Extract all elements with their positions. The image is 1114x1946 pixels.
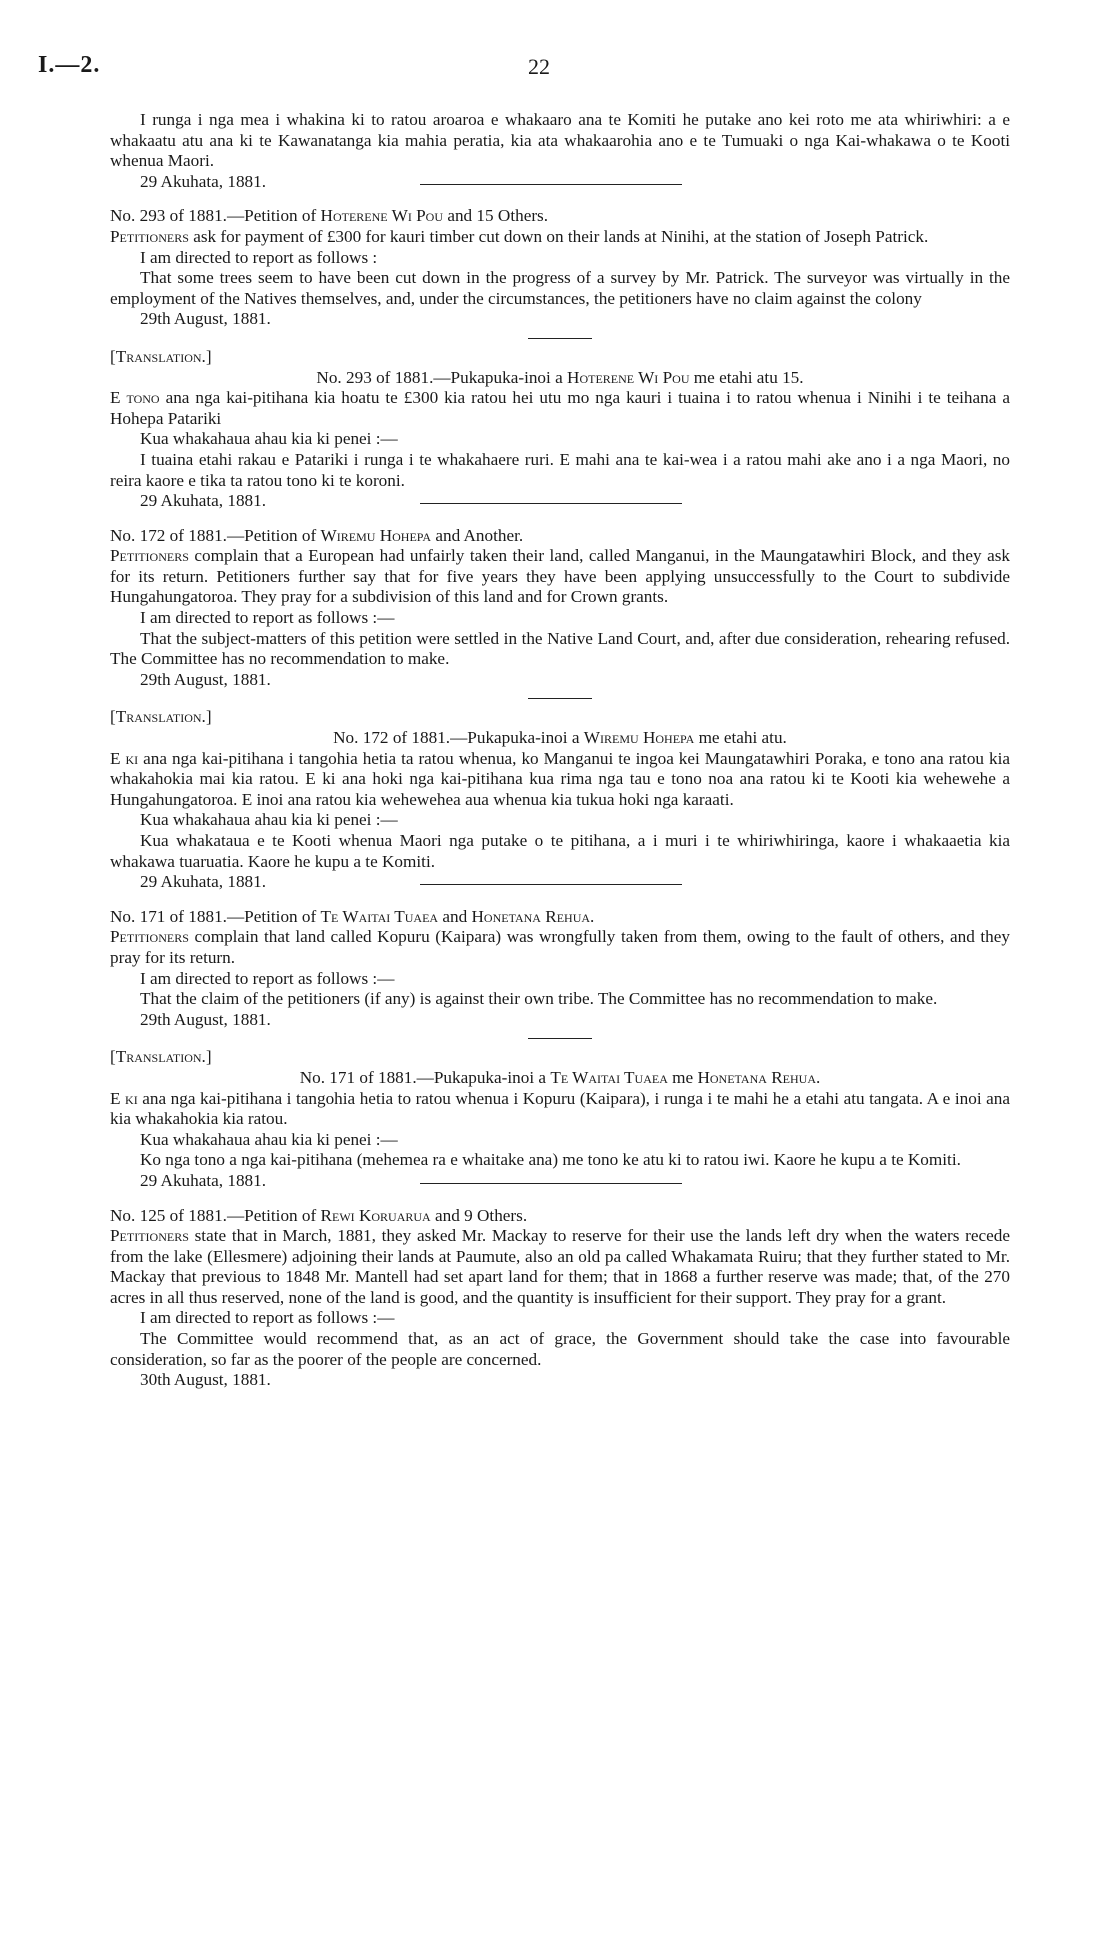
parliamentary-paper-reference: I.—2.: [38, 52, 101, 78]
petition-172-translation-heading: [110, 728, 1010, 749]
petition-293-translation-body: [110, 388, 1010, 429]
heading-suffix: and 15 Others.: [443, 206, 549, 226]
report-date: 29 Akuhata, 1881.: [140, 872, 267, 892]
directed-line: Kua whakahaua ahau kia ki penei :—: [140, 810, 398, 830]
petition-172-heading: [110, 526, 1010, 547]
heading-prefix: No. 172 of 1881.—Pukapuka-inoi a: [333, 728, 584, 748]
report-date: 29th August, 1881.: [140, 309, 271, 329]
report-date: 29 Akuhata, 1881.: [140, 1170, 267, 1190]
report-text: That the claim of the petitioners (if any) is against their own tribe. The Committee has no recommendation to make.: [140, 989, 938, 1009]
petitioner-name: Te Waitai Tuaea: [550, 1067, 668, 1087]
lead-word: Petitioners: [110, 1226, 189, 1246]
report-text: The Committee would recommend that, as an act of grace, the Government should take the case into favourable consideration, so far as the poorer of the people are concerned.: [110, 1329, 1010, 1369]
petitioner-name-2: Honetana Rehua: [471, 906, 591, 926]
heading-prefix: No. 171 of 1881.—Pukapuka-inoi a: [299, 1067, 551, 1087]
petition-171-body: [110, 927, 1010, 968]
translation-label: [Translation.]: [110, 346, 212, 366]
petition-171-heading: [110, 907, 1010, 928]
directed-line: Kua whakahaua ahau kia ki penei :—: [140, 1129, 398, 1149]
petitioner-name: Wiremu Hohepa: [583, 728, 695, 748]
petition-171-translation-heading: [110, 1068, 1010, 1089]
report-date: 29th August, 1881.: [140, 669, 271, 689]
body-text: complain that land called Kopuru (Kaipara) was wrongfully taken from them, owing to the fault of others, and they pray for its return.: [110, 927, 1010, 967]
petition-125-body: [110, 1226, 1010, 1308]
heading-suffix: .: [590, 906, 595, 926]
body-text: ana nga kai-pitihana i tangohia hetia ta ratou whenua, ko Manganui te ingoa kei Maungatawhiri Poraka, e tono ana ratou kia whakahokia mai kia ratou. E ki ana hoki nga kai-pitihana kua rima nga tau e tono noa ana ratou ki te Kooti kia wehewehe a Hungahungatoroa. E inoi ana ratou kia wehewehea aua whenua kia tukua hoki nga karaati.: [110, 748, 1010, 809]
report-text: I tuaina etahi rakau e Patariki i runga i te whakahaere ruri. E mahi ana te kai-wea i a ratou mahi ake ano i a nga Maori, no reira kaore e tika ta ratou tono ki te koroni.: [110, 449, 1010, 490]
translation-label: [Translation.]: [110, 1047, 212, 1067]
section-divider: [420, 184, 682, 185]
report-date: 29th August, 1881.: [140, 1009, 271, 1029]
translation-label: [Translation.]: [110, 707, 212, 727]
date-row: [110, 872, 1010, 893]
main-column: [110, 110, 1010, 1391]
petitioner-name: Wiremu Hohepa: [320, 525, 432, 545]
report-text: That some trees seem to have been cut down in the progress of a survey by Mr. Patrick. The surveyor was virtually in the employment of the Natives themselves, and, under the circumstances, the petitioners have no claim against the colony: [110, 268, 1010, 308]
heading-prefix: No. 125 of 1881.—Petition of: [110, 1205, 321, 1225]
translation-divider: [528, 1038, 592, 1039]
section-divider: [420, 884, 682, 885]
directed-line: I am directed to report as follows :—: [140, 608, 395, 628]
date-row: [110, 491, 1010, 512]
petition-171-translation-body: [110, 1089, 1010, 1130]
translation-divider: [528, 338, 592, 339]
petitioner-name-2: Honetana Rehua: [697, 1067, 816, 1087]
petition-172-body: [110, 546, 1010, 608]
lead-word: E tono: [110, 388, 160, 408]
body-text: state that in March, 1881, they asked Mr. Mackay to reserve for their use the lands left dry when the waters recede from the lake (Ellesmere) adjoining their lands at Paumute, also an old pa called Whakamata Ruiru; that they further stated to Mr. Mackay that previous to 1848 Mr. Mantell had set apart land for them; that in 1868 a further reserve was made; that, of the 270 acres in all thus reserved, none of the land is good, and the quantity is insufficient for their support. They pray for a grant.: [110, 1226, 1010, 1307]
intro-paragraph: I runga i nga mea i whakina ki to ratou aroaroa e whakaaro ana te Komiti he putake ano kei roto me ata whiriwhiri: a e whakaatu atu ana ki te Kawanatanga kia mahia peratia, kia ata whakaarohia ano e te Tumuaki o nga Kai-whakawa o te Kooti whenua Maori.: [110, 110, 1010, 171]
heading-conjunction: me: [667, 1067, 698, 1087]
heading-conjunction: and: [438, 906, 472, 926]
body-text: complain that a European had unfairly taken their land, called Manganui, in the Maungatawhiri Block, and they ask for its return. Petitioners further say that for five years they have been applying unsuccessfully to the Court to subdivide Hungahungatoroa. They pray for a subdivision of this land and for Crown grants.: [110, 546, 1010, 607]
report-text: Kua whakataua e te Kooti whenua Maori nga putake o te pitihana, a i muri i te whiriwhiringa, kaore i whakaaetia kia whakawa tuaruatia. Kaore he kupu a te Komiti.: [110, 831, 1010, 871]
directed-line: I am directed to report as follows :: [140, 247, 378, 267]
translation-divider: [528, 698, 592, 699]
lead-word: E ki: [110, 748, 139, 768]
body-text: ana nga kai-pitihana kia hoatu te £300 kia ratou hei utu mo nga kauri i tuaina i to ratou whenua i Ninihi i te teihana a Hohepa Patariki: [110, 388, 1010, 428]
petitioner-name: Hoterene Wi Pou: [320, 206, 444, 226]
heading-prefix: No. 293 of 1881.—Pukapuka-inoi a: [316, 367, 568, 387]
petition-293-body: [110, 227, 1010, 248]
petitioner-name: Rewi Koruarua: [320, 1205, 431, 1225]
directed-line: Kua whakahaua ahau kia ki penei :—: [140, 429, 398, 449]
lead-word: E ki: [110, 1088, 138, 1108]
heading-prefix: No. 293 of 1881.—Petition of: [110, 206, 321, 226]
intro-date: 29 Akuhata, 1881.: [140, 171, 267, 191]
report-text: That the subject-matters of this petition were settled in the Native Land Court, and, after due consideration, rehearing refused. The Committee has no recommendation to make.: [110, 628, 1010, 669]
report-date: 29 Akuhata, 1881.: [140, 491, 267, 511]
directed-line: I am directed to report as follows :—: [140, 1308, 395, 1328]
body-text: ask for payment of £300 for kauri timber cut down on their lands at Ninihi, at the station of Joseph Patrick.: [188, 226, 929, 246]
directed-line: I am directed to report as follows :—: [140, 968, 395, 988]
body-text: ana nga kai-pitihana i tangohia hetia to ratou whenua i Kopuru (Kaipara), i runga i te mahi he a etahi atu tangata. A e inoi ana kia whakahokia kia ratou.: [110, 1088, 1010, 1129]
petition-172-translation-body: [110, 749, 1010, 811]
heading-suffix: and Another.: [431, 525, 524, 545]
heading-prefix: No. 172 of 1881.—Petition of: [110, 525, 321, 545]
petition-125-heading: [110, 1206, 1010, 1227]
heading-suffix: me etahi atu.: [694, 728, 787, 748]
lead-word: Petitioners: [110, 546, 189, 566]
petition-293-heading: [110, 206, 1010, 227]
petitioner-name: Hoterene Wi Pou: [567, 367, 690, 387]
report-text: Ko nga tono a nga kai-pitihana (mehemea ra e whaitake ana) me tono ke atu ki to ratou iwi. Kaore he kupu a te Komiti.: [140, 1150, 961, 1170]
date-row: [110, 1171, 1010, 1192]
petition-293-translation-heading: [110, 368, 1010, 389]
heading-suffix: me etahi atu 15.: [689, 367, 804, 387]
heading-prefix: No. 171 of 1881.—Petition of: [110, 906, 321, 926]
intro-date-row: [110, 172, 1010, 193]
heading-suffix: and 9 Others.: [430, 1205, 528, 1225]
report-date: 30th August, 1881.: [140, 1370, 271, 1390]
lead-word: Petitioners: [110, 226, 189, 246]
section-divider: [420, 1183, 682, 1184]
heading-suffix: .: [816, 1067, 821, 1087]
page-number: 22: [528, 54, 550, 79]
lead-word: Petitioners: [110, 927, 189, 947]
section-divider: [420, 503, 682, 504]
petitioner-name: Te Waitai Tuaea: [320, 906, 439, 926]
